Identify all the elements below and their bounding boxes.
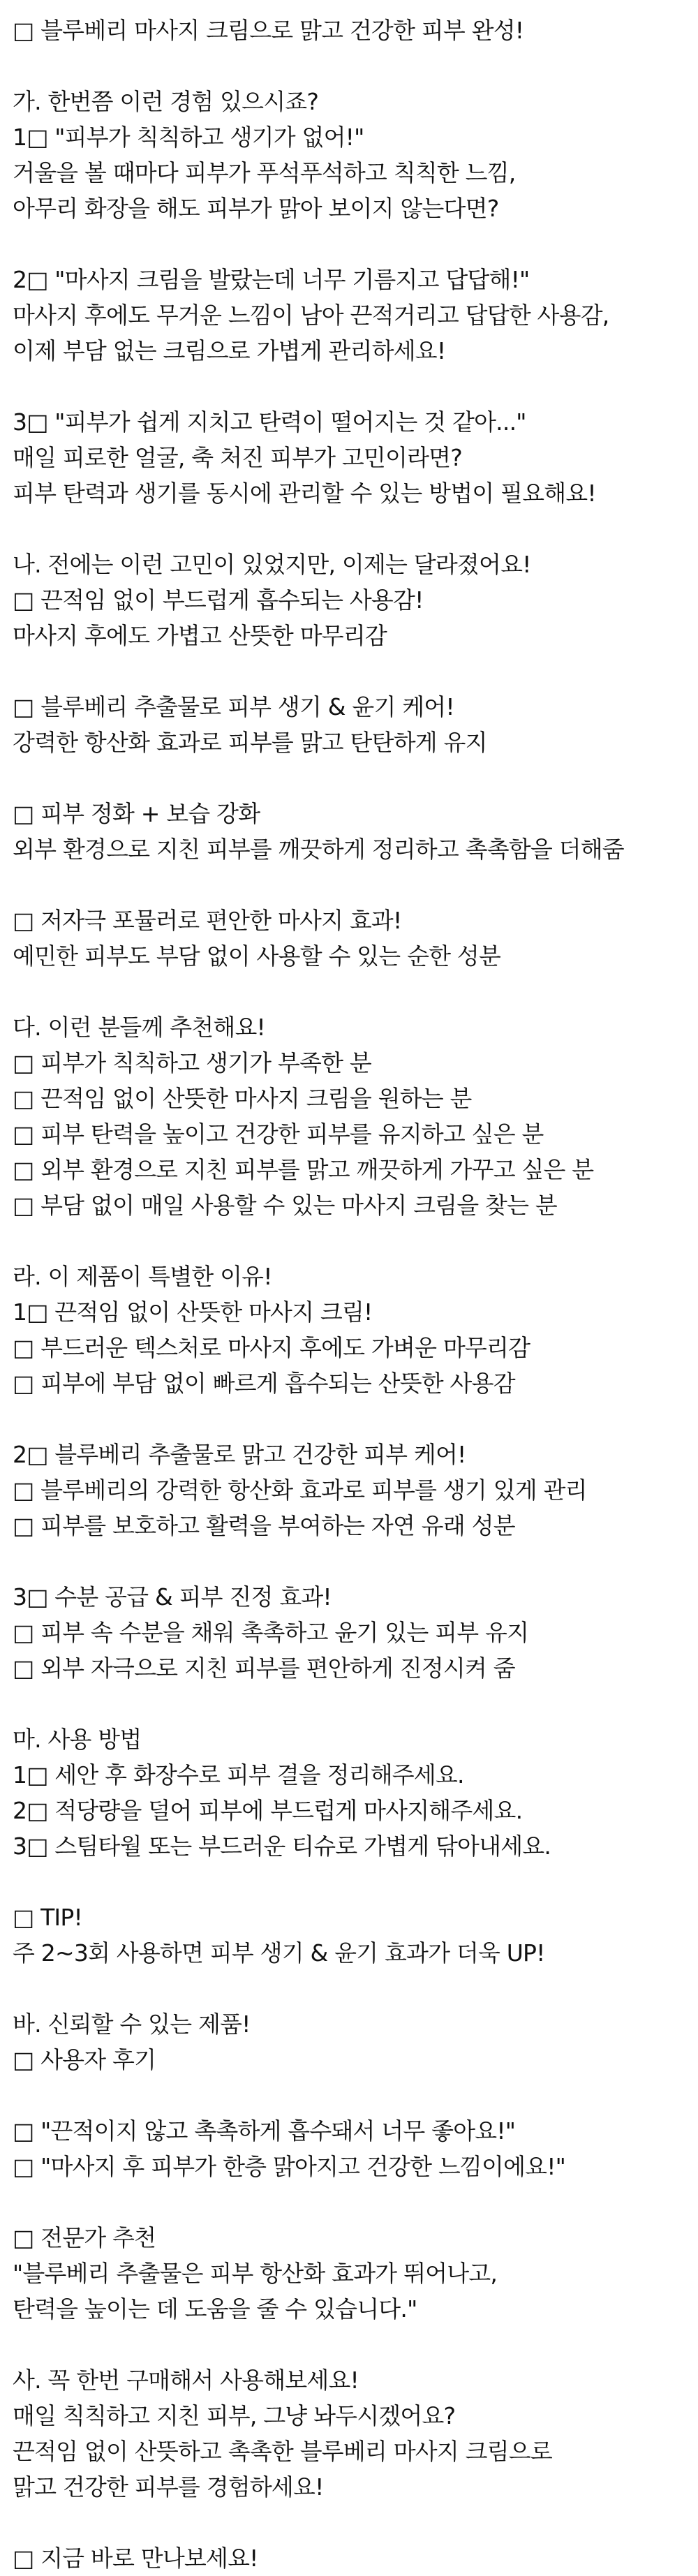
blank-spacer: [13, 369, 685, 404]
text-line: □ 지금 바로 만나보세요!: [13, 2545, 258, 2572]
blank-spacer: [13, 974, 685, 1009]
text-line: □ 저자극 포뮬러로 편안한 마사지 효과!: [13, 907, 402, 934]
text-line: 주 2~3회 사용하면 피부 생기 & 윤기 효과가 더욱 UP!: [13, 1939, 545, 1967]
text-line: □ 외부 환경으로 지친 피부를 맑고 깨끗하게 가꾸고 싶은 분: [13, 1156, 594, 1183]
text-line: 가. 한번쯤 이런 경험 있으시죠?: [13, 88, 319, 115]
text-line: □ 블루베리의 강력한 항산화 효과로 피부를 생기 있게 관리: [13, 1476, 587, 1504]
text-line: □ 피부가 칙칙하고 생기가 부족한 분: [13, 1049, 371, 1076]
text-line: 1□ "피부가 칙칙하고 생기가 없어!": [13, 124, 364, 151]
text-line: 맑고 건강한 피부를 경험하세요!: [13, 2473, 324, 2501]
text-line: □ 부담 없이 매일 사용할 수 있는 마사지 크림을 찾는 분: [13, 1192, 557, 1219]
text-line: □ "마사지 후 피부가 한층 맑아지고 건강한 느낌이에요!": [13, 2153, 566, 2180]
text-line: 1□ 끈적임 없이 산뜻한 마사지 크림!: [13, 1298, 373, 1326]
text-line: 바. 신뢰할 수 있는 제품!: [13, 2011, 251, 2038]
text-line: 2□ "마사지 크림을 발랐는데 너무 기름지고 답답해!": [13, 266, 530, 293]
text-line: 매일 피로한 얼굴, 축 처진 피부가 고민이라면?: [13, 444, 462, 471]
text-line: 거울을 볼 때마다 피부가 푸석푸석하고 칙칙한 느낌,: [13, 159, 516, 186]
blank-spacer: [13, 1864, 685, 1900]
text-line: 강력한 항산화 효과로 피부를 맑고 탄탄하게 유지: [13, 729, 487, 756]
text-line: 마사지 후에도 무거운 느낌이 남아 끈적거리고 답답한 사용감,: [13, 302, 609, 329]
text-line: 마사지 후에도 가볍고 산뜻한 마무리감: [13, 622, 387, 649]
text-line: 나. 전에는 이런 고민이 있었지만, 이제는 달라졌어요!: [13, 551, 531, 578]
blank-spacer: [13, 2505, 685, 2540]
text-line: 3□ "피부가 쉽게 지치고 탄력이 떨어지는 것 같아...": [13, 408, 526, 436]
text-line: 다. 이런 분들께 추천해요!: [13, 1014, 265, 1041]
blank-spacer: [13, 760, 685, 796]
blank-spacer: [13, 511, 685, 547]
text-line: □ 외부 자극으로 지친 피부를 편안하게 진정시켜 줌: [13, 1655, 515, 1682]
text-line: 이제 부담 없는 크림으로 가볍게 관리하세요!: [13, 337, 446, 364]
blank-spacer: [13, 48, 685, 84]
blank-spacer: [13, 867, 685, 903]
text-line: □ 피부 정화 + 보습 강화: [13, 800, 260, 827]
text-line: □ 피부 속 수분을 채워 촉촉하고 윤기 있는 피부 유지: [13, 1619, 529, 1646]
text-line: □ 부드러운 텍스처로 마사지 후에도 가벼운 마무리감: [13, 1334, 530, 1361]
text-line: 탄력을 높이는 데 도움을 줄 수 있습니다.": [13, 2295, 417, 2323]
text-line: 예민한 피부도 부담 없이 사용할 수 있는 순한 성분: [13, 942, 501, 970]
text-line: □ 끈적임 없이 부드럽게 흡수되는 사용감!: [13, 586, 424, 614]
text-line: 사. 꼭 한번 구매해서 사용해보세요!: [13, 2367, 359, 2394]
blank-spacer: [13, 1971, 685, 2006]
blank-spacer: [13, 1686, 685, 1722]
text-line: 마. 사용 방법: [13, 1726, 142, 1753]
text-line: 아무리 화장을 해도 피부가 맑아 보이지 않는다면?: [13, 195, 499, 222]
text-line: 매일 칙칙하고 지친 피부, 그냥 놔두시겠어요?: [13, 2402, 456, 2429]
text-line: □ 끈적임 없이 산뜻한 마사지 크림을 원하는 분: [13, 1085, 472, 1112]
blank-spacer: [13, 1401, 685, 1437]
text-line: "블루베리 추출물은 피부 항산화 효과가 뛰어나고,: [13, 2260, 498, 2287]
text-line: 3□ 스팀타월 또는 부드러운 티슈로 가볍게 닦아내세요.: [13, 1833, 551, 1860]
blank-spacer: [13, 1223, 685, 1259]
text-line: □ 피부 탄력을 높이고 건강한 피부를 유지하고 싶은 분: [13, 1120, 544, 1148]
text-line: □ 피부를 보호하고 활력을 부여하는 자연 유래 성분: [13, 1512, 515, 1539]
blank-spacer: [13, 226, 685, 262]
text-line: 2□ 블루베리 추출물로 맑고 건강한 피부 케어!: [13, 1441, 466, 1468]
text-line: 라. 이 제품이 특별한 이유!: [13, 1263, 272, 1290]
text-line: 3□ 수분 공급 & 피부 진정 효과!: [13, 1583, 332, 1611]
text-line: □ 블루베리 마사지 크림으로 맑고 건강한 피부 완성!: [13, 17, 524, 44]
text-line: □ 블루베리 추출물로 피부 생기 & 윤기 케어!: [13, 693, 454, 720]
text-line: □ "끈적이지 않고 촉촉하게 흡수돼서 너무 좋아요!": [13, 2117, 516, 2145]
text-line: 1□ 세안 후 화장수로 피부 결을 정리해주세요.: [13, 1761, 464, 1789]
text-line: □ 피부에 부담 없이 빠르게 흡수되는 산뜻한 사용감: [13, 1370, 515, 1397]
text-line: 2□ 적당량을 덜어 피부에 부드럽게 마사지해주세요.: [13, 1797, 523, 1824]
text-line: 외부 환경으로 지친 피부를 깨끗하게 정리하고 촉촉함을 더해줌: [13, 836, 624, 863]
text-line: □ TIP!: [13, 1904, 82, 1931]
blank-spacer: [13, 2078, 685, 2113]
text-line: □ 전문가 추천: [13, 2224, 156, 2251]
blank-spacer: [13, 1544, 685, 1579]
text-line: 끈적임 없이 산뜻하고 촉촉한 블루베리 마사지 크림으로: [13, 2438, 552, 2465]
text-line: 피부 탄력과 생기를 동시에 관리할 수 있는 방법이 필요해요!: [13, 480, 596, 507]
blank-spacer: [13, 2327, 685, 2362]
blank-spacer: [13, 2184, 685, 2220]
blank-spacer: [13, 653, 685, 689]
text-line: □ 사용자 후기: [13, 2046, 156, 2073]
